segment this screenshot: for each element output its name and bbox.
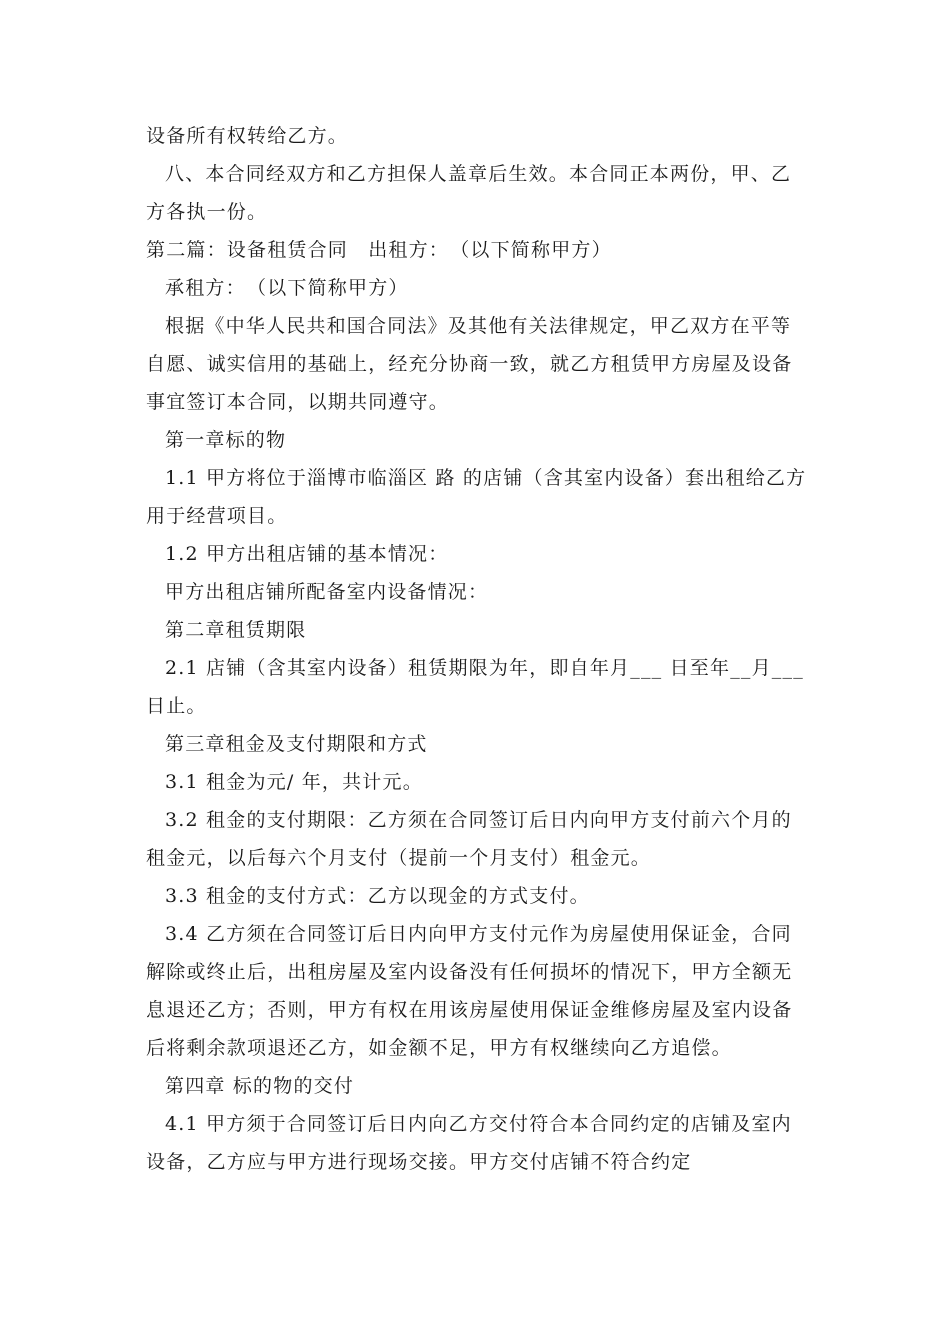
paragraph-equipment-status: 甲方出租店铺所配备室内设备情况： xyxy=(165,581,489,603)
clause-2-1: 2.1 店铺（含其室内设备）租赁期限为年，即自年月___ 日至年__月___ 日止。 xyxy=(146,657,804,717)
paragraph-equipment-ownership: 设备所有权转给乙方。 xyxy=(146,125,349,147)
document-body xyxy=(146,117,808,1181)
clause-3-2: 3.2 租金的支付期限：乙方须在合同签订后日内向甲方支付前六个月的租金元，以后每六个月支付（提前一个月支付）租金元。 xyxy=(146,809,792,869)
clause-1-2: 1.2 甲方出租店铺的基本情况： xyxy=(165,543,449,565)
clause-3-4: 3.4 乙方须在合同签订后日内向甲方支付元作为房屋使用保证金，合同解除或终止后，出租房屋及室内设备没有任何损坏的情况下，甲方全额无息退还乙方；否则，甲方有权在用该房屋使用保证金维修房屋及室内设备后将剩余款项退还乙方，如金额不足，甲方有权继续向乙方追偿。 xyxy=(146,923,793,1059)
clause-1-1: 1.1 甲方将位于淄博市临淄区 路 的店铺（含其室内设备）套出租给乙方用于经营项目。 xyxy=(146,467,807,527)
chapter-one-heading: 第一章标的物 xyxy=(165,429,287,451)
paragraph-second-contract-title: 第二篇：设备租赁合同 出租方： （以下简称甲方） xyxy=(146,239,612,261)
chapter-four-heading: 第四章 标的物的交付 xyxy=(165,1075,355,1097)
clause-4-1: 4.1 甲方须于合同签订后日内向乙方交付符合本合同约定的店铺及室内设备，乙方应与甲方进行现场交接。甲方交付店铺不符合约定 xyxy=(146,1113,792,1173)
paragraph-lessee: 承租方： （以下简称甲方） xyxy=(165,277,409,299)
paragraph-preamble: 根据《中华人民共和国合同法》及其他有关法律规定，甲乙双方在平等自愿、诚实信用的基础上，经充分协商一致，就乙方租赁甲方房屋及设备事宜签订本合同，以期共同遵守。 xyxy=(146,315,793,413)
paragraph-clause-eight: 八、本合同经双方和乙方担保人盖章后生效。本合同正本两份，甲、乙方各执一份。 xyxy=(146,163,792,223)
chapter-two-heading: 第二章租赁期限 xyxy=(165,619,307,641)
clause-3-1: 3.1 租金为元/ 年，共计元。 xyxy=(165,771,423,793)
clause-3-3: 3.3 租金的支付方式：乙方以现金的方式支付。 xyxy=(165,885,590,907)
chapter-three-heading: 第三章租金及支付期限和方式 xyxy=(165,733,428,755)
